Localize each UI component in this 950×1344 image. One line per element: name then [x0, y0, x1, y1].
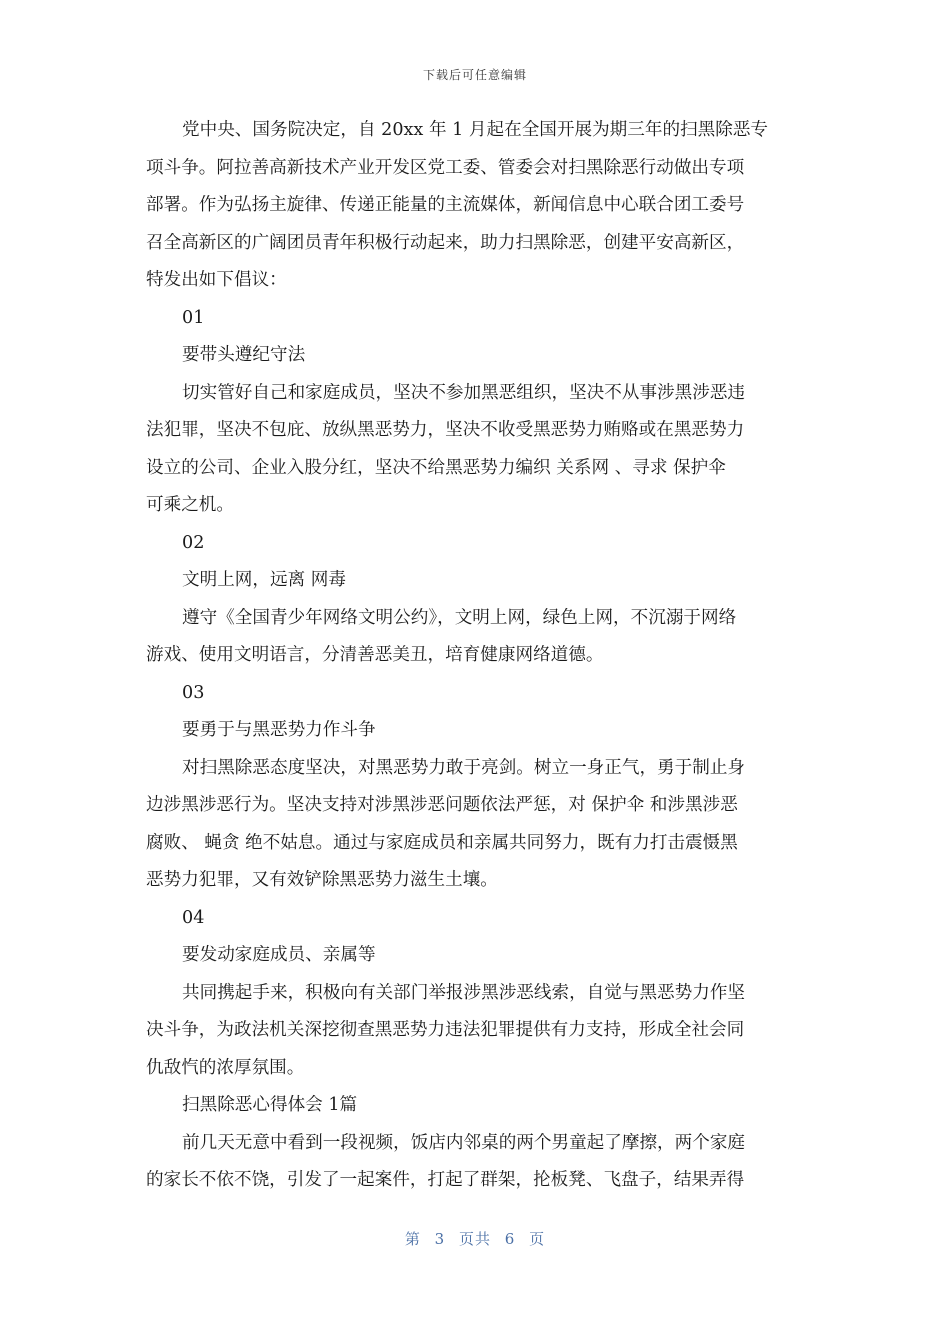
document-body: [146, 112, 808, 1200]
text-line: 党中央、国务院决定，自 20xx 年 1 月起在全国开展为期三年的扫黑除恶专: [182, 120, 769, 140]
text-line: 04: [182, 907, 205, 928]
text-line: 切实管好自己和家庭成员，坚决不参加黑恶组织，坚决不从事涉黑涉恶违: [182, 382, 746, 403]
text-line: 要带头遵纪守法: [182, 345, 306, 365]
page-number-footer: 第 3 页共 6 页: [404, 1230, 546, 1248]
text-line: 腐败、 蝇贪 绝不姑息。通过与家庭成员和亲属共同努力，既有力打击震慑黑: [146, 832, 738, 853]
text-line: 边涉黑涉恶行为。坚决支持对涉黑涉恶问题依法严惩，对 保护伞 和涉黑涉恶: [146, 795, 738, 815]
text-line: 项斗争。阿拉善高新技术产业开发区党工委、管委会对扫黑除恶行动做出专项: [146, 157, 745, 178]
text-line: 对扫黑除恶态度坚决，对黑恶势力敢于亮剑。树立一身正气，勇于制止身: [182, 757, 746, 778]
text-line: 要发动家庭成员、亲属等: [182, 945, 376, 965]
text-line: 共同携起手来，积极向有关部门举报涉黑涉恶线索，自觉与黑恶势力作坚: [182, 982, 746, 1003]
text-line: 设立的公司、企业入股分红，坚决不给黑恶势力编织 关系网 、寻求 保护伞: [146, 457, 726, 478]
text-line: 法犯罪，坚决不包庇、放纵黑恶势力，坚决不收受黑恶势力贿赂或在黑恶势力: [146, 420, 745, 440]
text-line: 的家长不依不饶，引发了一起案件，打起了群架，抡板凳、飞盘子，结果弄得: [146, 1170, 745, 1190]
text-line: 前几天无意中看到一段视频，饭店内邻桌的两个男童起了摩擦，两个家庭: [182, 1132, 746, 1153]
text-line: 遵守《全国青少年网络文明公约》，文明上网，绿色上网，不沉溺于网络: [182, 607, 737, 628]
text-line: 文明上网，远离 网毒: [182, 570, 346, 590]
text-line: 部署。作为弘扬主旋律、传递正能量的主流媒体，新闻信息中心联合团工委号: [146, 195, 745, 215]
text-line: 01: [182, 307, 205, 328]
text-line: 02: [182, 532, 205, 553]
text-line: 03: [182, 682, 205, 703]
page-header-note: 下载后可任意编辑: [422, 68, 527, 82]
text-line: 可乘之机。: [146, 495, 234, 515]
text-line: 仇敌忾的浓厚氛围。: [146, 1057, 305, 1078]
text-line: 特发出如下倡议：: [146, 270, 287, 290]
text-line: 游戏、使用文明语言，分清善恶美丑，培育健康网络道德。: [146, 645, 604, 665]
text-line: 决斗争，为政法机关深挖彻查黑恶势力违法犯罪提供有力支持，形成全社会同: [146, 1020, 745, 1040]
text-line: 召全高新区的广阔团员青年积极行动起来，助力扫黑除恶，创建平安高新区，: [146, 232, 745, 253]
text-line: 扫黑除恶心得体会 1篇: [182, 1095, 358, 1115]
text-line: 恶势力犯罪，又有效铲除黑恶势力滋生土壤。: [146, 870, 498, 890]
text-line: 要勇于与黑恶势力作斗争: [182, 720, 376, 740]
